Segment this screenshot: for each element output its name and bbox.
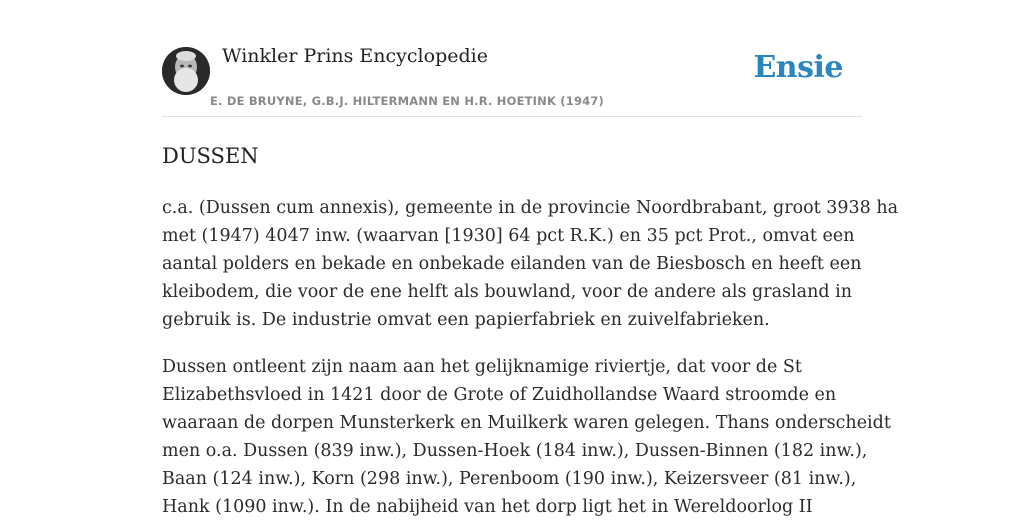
ensie-logo[interactable]: Ensie bbox=[753, 50, 843, 85]
text-line: Baan (124 inw.), Korn (298 inw.), Perenboom (190 inw.), Keizersveer (81 inw.), bbox=[162, 469, 857, 489]
article-page bbox=[162, 0, 899, 521]
paragraph bbox=[162, 353, 891, 521]
article-body bbox=[162, 194, 899, 521]
text-line: kleibodem, die voor de ene helft als bouwland, voor de andere als grasland in bbox=[162, 282, 852, 302]
text-line: Dussen ontleent zijn naam aan het gelijknamige riviertje, dat voor de St bbox=[162, 357, 802, 377]
text-line: Elizabethsvloed in 1421 door de Grote of Zuidhollandse Waard stroomde en bbox=[162, 385, 837, 405]
text-line: waaraan de dorpen Munsterkerk en Muilkerk waren gelegen. Thans onderscheidt bbox=[162, 413, 891, 433]
text-line: met (1947) 4047 inw. (waarvan [1930] 64 pct R.K.) en 35 pct Prot., omvat een bbox=[162, 226, 855, 246]
text-line: Hank (1090 inw.). In de nabijheid van het dorp ligt het in Wereldoorlog II bbox=[162, 497, 813, 517]
author-portrait bbox=[162, 47, 210, 95]
article-title: DUSSEN bbox=[162, 144, 259, 168]
portrait-image bbox=[162, 47, 210, 95]
source-title[interactable]: Winkler Prins Encyclopedie bbox=[222, 45, 488, 67]
paragraph bbox=[162, 194, 899, 334]
text-line: gebruik is. De industrie omvat een papierfabriek en zuivelfabrieken. bbox=[162, 310, 770, 330]
text-line: men o.a. Dussen (839 inw.), Dussen-Hoek (184 inw.), Dussen-Binnen (182 inw.), bbox=[162, 441, 868, 461]
text-line: aantal polders en bekade en onbekade eilanden van de Biesbosch en heeft een bbox=[162, 254, 862, 274]
source-header bbox=[162, 0, 862, 117]
text-line: c.a. (Dussen cum annexis), gemeente in de provincie Noordbrabant, groot 3938 ha bbox=[162, 198, 899, 218]
source-authors: E. DE BRUYNE, G.B.J. HILTERMANN EN H.R. HOETINK (1947) bbox=[210, 94, 605, 108]
